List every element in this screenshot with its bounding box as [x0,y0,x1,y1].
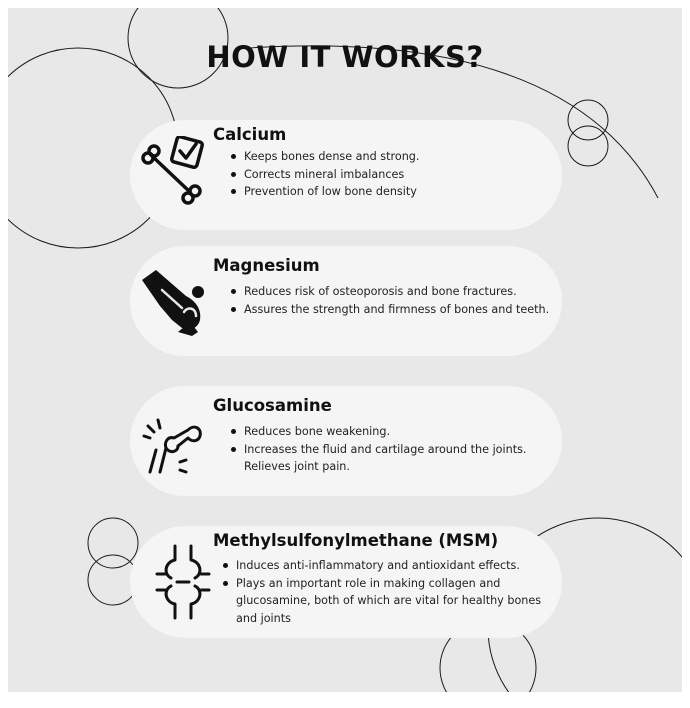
bullet-item: Increases the fluid and cartilage around the joints. Relieves joint pain. [230,441,530,476]
card-title-calcium: Calcium [213,125,287,144]
bullet-item: Prevention of low bone density [230,183,550,201]
bullet-item: Reduces risk of osteoporosis and bone fractures. [230,283,560,301]
joint-pain-icon [140,406,212,478]
page-title: HOW IT WORKS? [206,40,484,74]
infographic-canvas [8,8,682,692]
bullet-item: Plays an important role in making collagen and glucosamine, both of which are vital for healthy bones and joints [222,575,558,628]
bullet-list-glucosamine [230,423,530,476]
bullet-list-magnesium [230,283,560,318]
bullet-list-calcium [230,148,550,201]
card-title-glucosamine: Glucosamine [213,396,332,415]
card-title-msm: Methylsulfonylmethane (MSM) [213,531,499,550]
bullet-item: Reduces bone weakening. [230,423,530,441]
bullet-item: Induces anti-inflammatory and antioxidant effects. [222,557,558,575]
bullet-item: Corrects mineral imbalances [230,166,550,184]
knee-joint-icon [140,266,212,338]
bone-checklist-icon [138,136,210,208]
card-title-magnesium: Magnesium [213,256,320,275]
bullet-list-msm [222,557,558,627]
bullet-item: Assures the strength and firmness of bones and teeth. [230,301,560,319]
bullet-item: Keeps bones dense and strong. [230,148,550,166]
spine-joint-icon [153,544,213,620]
